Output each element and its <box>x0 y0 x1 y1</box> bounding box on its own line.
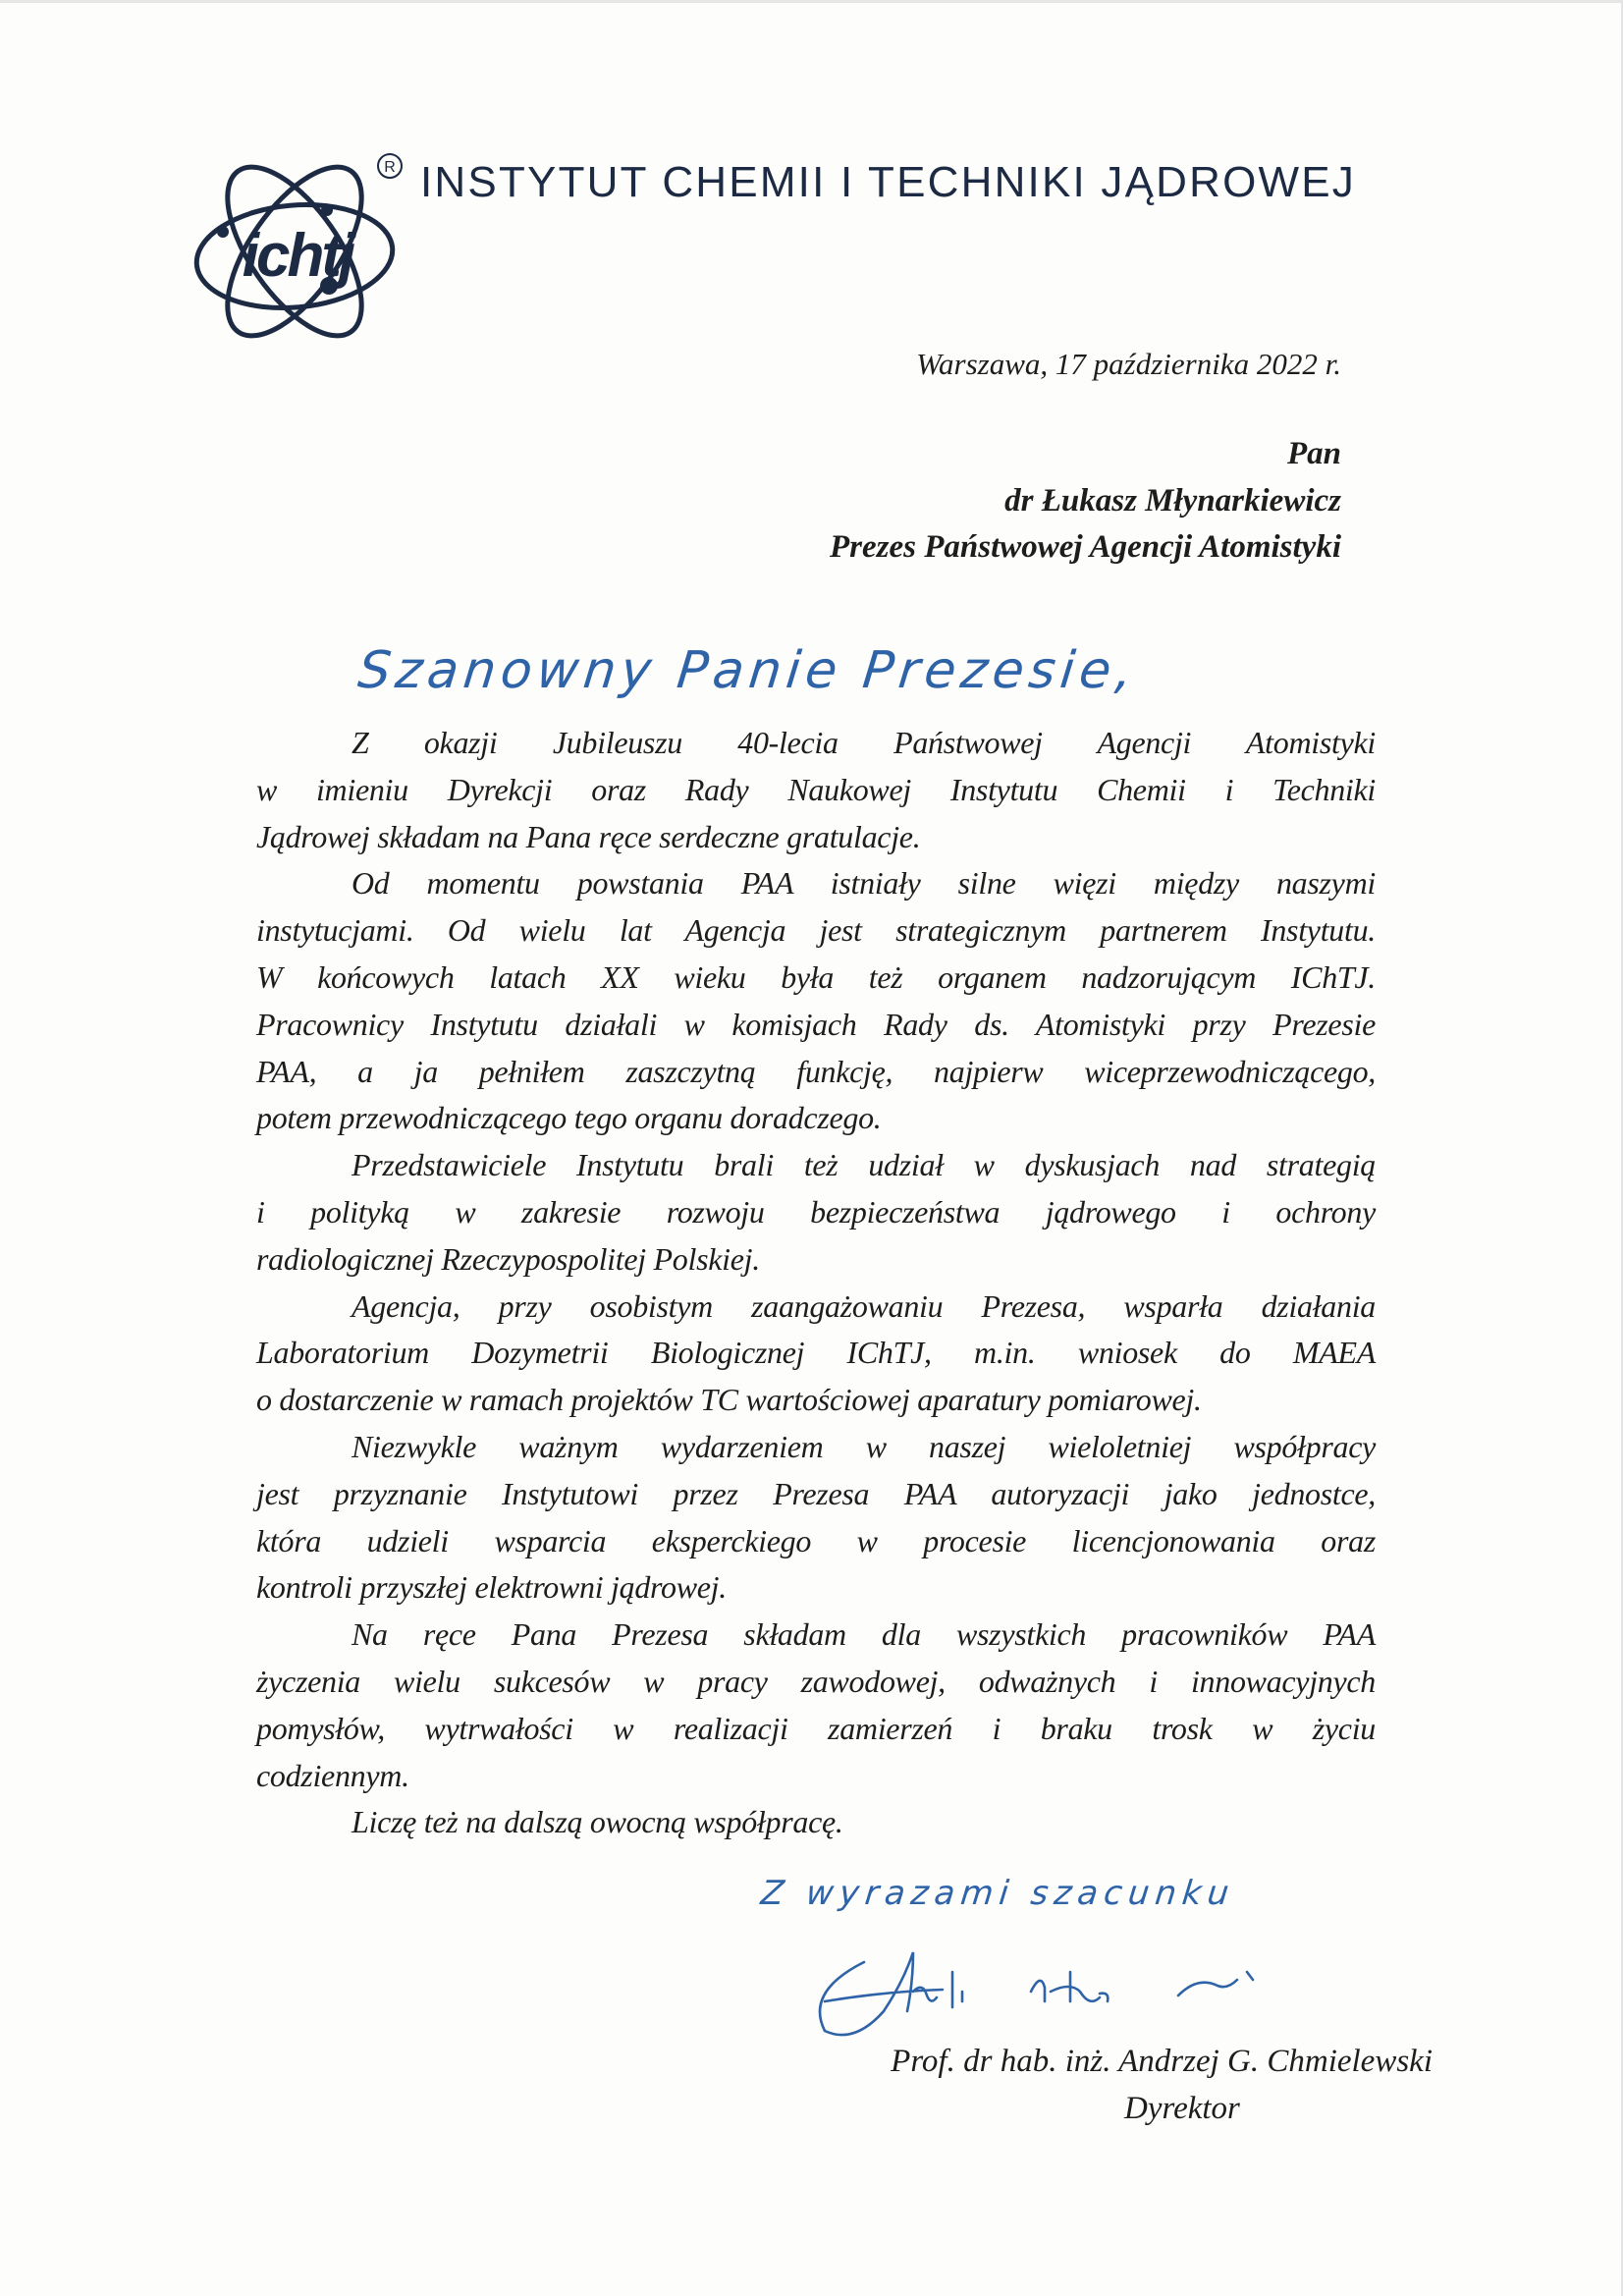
handwritten-closing: Z wyrazami szacunku <box>758 1874 1237 1913</box>
text-line: o dostarczenie w ramach projektów TC wartościowej aparatury pomiarowej. <box>256 1382 1202 1418</box>
recipient-block <box>830 431 1341 572</box>
text-line: instytucjami. Od wielu lat Agencja jest strategicznym partnerem Instytutu. <box>256 912 1376 949</box>
text-line: Od momentu powstania PAA istniały silne więzi między naszymi <box>352 865 1376 902</box>
text-line: Laboratorium Dozymetrii Biologicznej IChTJ, m.in. wniosek do MAEA <box>256 1335 1376 1371</box>
svg-text:R: R <box>384 159 396 176</box>
signatory-name: Prof. dr hab. inż. Andrzej G. Chmielewski <box>891 2044 1433 2079</box>
institute-name: INSTYTUT CHEMII I TECHNIKI JĄDROWEJ <box>420 158 1356 206</box>
signatory-role: Dyrektor <box>1124 2091 1240 2126</box>
recipient-name: dr Łukasz Młynarkiewicz <box>1004 482 1341 519</box>
text-line: Liczę też na dalszą owocną współpracę. <box>352 1804 843 1840</box>
text-line: Z okazji Jubileuszu 40-lecia Państwowej Agencji Atomistyki <box>352 725 1376 760</box>
paragraph <box>256 1424 1376 1612</box>
text-line: kontroli przyszłej elektrowni jądrowej. <box>256 1569 727 1606</box>
paragraph <box>256 1142 1376 1283</box>
text-line: Niezwykle ważnym wydarzeniem w naszej wieloletniej współpracy <box>352 1428 1376 1464</box>
text-line: W końcowych latach XX wieku była też organem nadzorującym IChTJ. <box>256 958 1376 995</box>
text-line: Pracownicy Instytutu działali w komisjach Rady ds. Atomistyki przy Prezesie <box>256 1006 1376 1042</box>
paragraph <box>256 1612 1376 1799</box>
text-line: Jądrowej składam na Pana ręce serdeczne gratulacje. <box>256 818 921 854</box>
text-line: radiologicznej Rzeczypospolitej Polskiej. <box>256 1240 760 1277</box>
ichtj-logo <box>191 148 412 350</box>
paragraph <box>256 860 1376 1142</box>
handwritten-salutation: Szanowny Panie Prezesie, <box>354 641 1141 700</box>
letter-body <box>256 720 1376 1846</box>
text-line: która udzieli wsparcia eksperckiego w procesie licencjonowania oraz <box>256 1522 1376 1558</box>
paragraph <box>256 720 1376 860</box>
text-line: jest przyznanie Instytutowi przez Prezesa PAA autoryzacji jako jednostce, <box>256 1475 1376 1511</box>
text-line: Przedstawiciele Instytutu brali też udział w dyskusjach nad strategią <box>352 1147 1376 1183</box>
text-line: Agencja, przy osobistym zaangażowaniu Prezesa, wsparła działania <box>352 1287 1376 1324</box>
letter-date: Warszawa, 17 października 2022 r. <box>916 347 1341 381</box>
signature <box>805 1942 1316 2050</box>
paragraph <box>256 1284 1376 1424</box>
text-line: pomysłów, wytrwałości w realizacji zamierzeń i braku trosk w życiu <box>256 1710 1376 1746</box>
text-line: i polityką w zakresie rozwoju bezpieczeństwa jądrowego i ochrony <box>256 1193 1376 1230</box>
svg-text:ichtj: ichtj <box>242 222 353 290</box>
text-line: w imieniu Dyrekcji oraz Rady Naukowej Instytutu Chemii i Techniki <box>256 771 1376 807</box>
text-line: codziennym. <box>256 1757 409 1793</box>
text-line: Na ręce Pana Prezesa składam dla wszystkich pracowników PAA <box>352 1616 1376 1653</box>
recipient-line: Pan <box>1286 436 1341 471</box>
recipient-title: Prezes Państwowej Agencji Atomistyki <box>830 529 1341 565</box>
text-line: PAA, a ja pełniłem zaszczytną funkcję, najpierw wiceprzewodniczącego, <box>256 1053 1376 1089</box>
paragraph <box>256 1799 1376 1846</box>
text-line: potem przewodniczącego tego organu doradczego. <box>256 1100 882 1136</box>
text-line: życzenia wielu sukcesów w pracy zawodowej, odważnych i innowacyjnych <box>256 1663 1376 1699</box>
